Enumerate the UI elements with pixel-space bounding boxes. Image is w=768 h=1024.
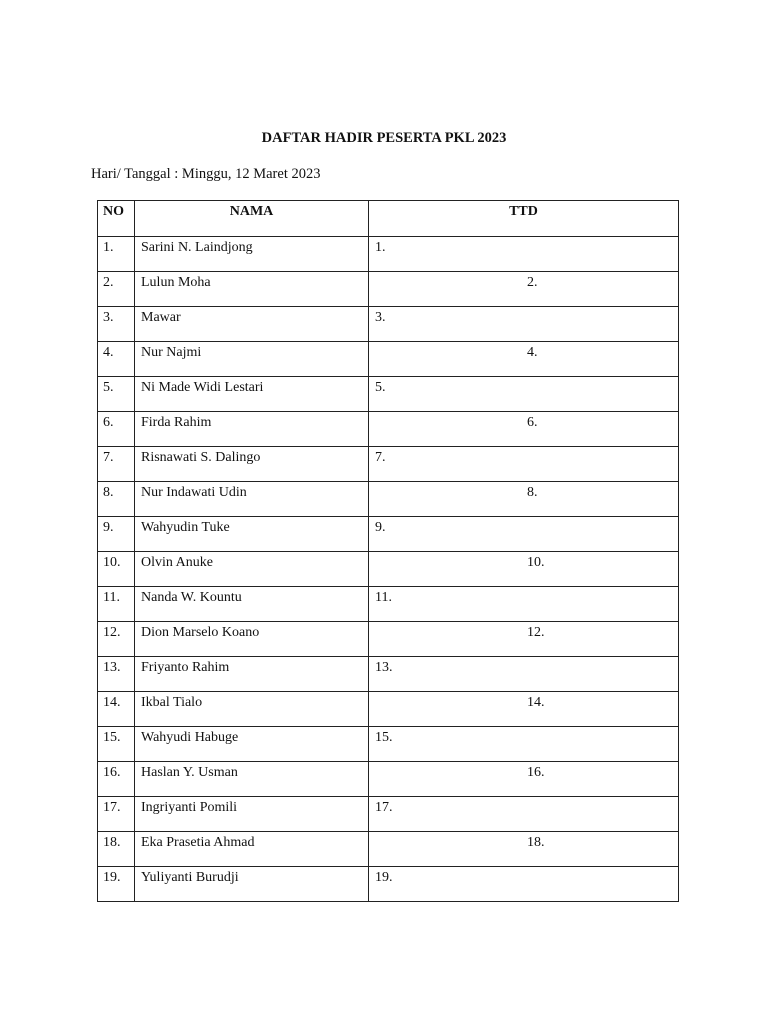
participant-name: Ingriyanti Pomili: [135, 797, 369, 832]
participant-name: Yuliyanti Burudji: [135, 867, 369, 902]
row-number: 17.: [98, 797, 135, 832]
table-row: [98, 657, 679, 692]
signature-cell: 12.: [369, 622, 679, 657]
participant-name: Nanda W. Kountu: [135, 587, 369, 622]
table-header-row: [98, 201, 679, 237]
signature-cell: 1.: [369, 237, 679, 272]
participant-name: Firda Rahim: [135, 412, 369, 447]
participant-name: Dion Marselo Koano: [135, 622, 369, 657]
row-number: 13.: [98, 657, 135, 692]
row-number: 3.: [98, 307, 135, 342]
header-nama: NAMA: [135, 201, 369, 237]
signature-cell: 3.: [369, 307, 679, 342]
participant-name: Sarini N. Laindjong: [135, 237, 369, 272]
table-row: [98, 727, 679, 762]
signature-cell: 9.: [369, 517, 679, 552]
signature-cell: 8.: [369, 482, 679, 517]
participant-name: Nur Indawati Udin: [135, 482, 369, 517]
row-number: 8.: [98, 482, 135, 517]
signature-cell: 2.: [369, 272, 679, 307]
row-number: 7.: [98, 447, 135, 482]
table-row: [98, 692, 679, 727]
row-number: 2.: [98, 272, 135, 307]
participant-name: Risnawati S. Dalingo: [135, 447, 369, 482]
table-row: [98, 342, 679, 377]
table-row: [98, 622, 679, 657]
row-number: 5.: [98, 377, 135, 412]
signature-cell: 17.: [369, 797, 679, 832]
signature-cell: 15.: [369, 727, 679, 762]
participant-name: Friyanto Rahim: [135, 657, 369, 692]
header-no: NO: [98, 201, 135, 237]
row-number: 6.: [98, 412, 135, 447]
signature-cell: 14.: [369, 692, 679, 727]
table-row: [98, 447, 679, 482]
attendance-table: [97, 200, 679, 902]
table-row: [98, 517, 679, 552]
row-number: 16.: [98, 762, 135, 797]
row-number: 12.: [98, 622, 135, 657]
row-number: 18.: [98, 832, 135, 867]
participant-name: Haslan Y. Usman: [135, 762, 369, 797]
signature-cell: 10.: [369, 552, 679, 587]
row-number: 11.: [98, 587, 135, 622]
table-row: [98, 762, 679, 797]
signature-cell: 5.: [369, 377, 679, 412]
table-row: [98, 377, 679, 412]
signature-cell: 7.: [369, 447, 679, 482]
signature-cell: 19.: [369, 867, 679, 902]
participant-name: Wahyudin Tuke: [135, 517, 369, 552]
signature-cell: 18.: [369, 832, 679, 867]
table-row: [98, 272, 679, 307]
row-number: 15.: [98, 727, 135, 762]
row-number: 19.: [98, 867, 135, 902]
signature-cell: 11.: [369, 587, 679, 622]
signature-cell: 4.: [369, 342, 679, 377]
participant-name: Nur Najmi: [135, 342, 369, 377]
participant-name: Ni Made Widi Lestari: [135, 377, 369, 412]
participant-name: Mawar: [135, 307, 369, 342]
table-row: [98, 797, 679, 832]
table-row: [98, 412, 679, 447]
date-line: Hari/ Tanggal : Minggu, 12 Maret 2023: [91, 166, 321, 182]
table-row: [98, 867, 679, 902]
document-title: DAFTAR HADIR PESERTA PKL 2023: [261, 130, 507, 146]
row-number: 1.: [98, 237, 135, 272]
signature-cell: 6.: [369, 412, 679, 447]
row-number: 14.: [98, 692, 135, 727]
participant-name: Wahyudi Habuge: [135, 727, 369, 762]
header-ttd: TTD: [369, 201, 679, 237]
row-number: 9.: [98, 517, 135, 552]
table-row: [98, 307, 679, 342]
table-row: [98, 587, 679, 622]
table-row: [98, 237, 679, 272]
row-number: 10.: [98, 552, 135, 587]
signature-cell: 13.: [369, 657, 679, 692]
participant-name: Lulun Moha: [135, 272, 369, 307]
table-row: [98, 482, 679, 517]
row-number: 4.: [98, 342, 135, 377]
participant-name: Eka Prasetia Ahmad: [135, 832, 369, 867]
participant-name: Ikbal Tialo: [135, 692, 369, 727]
signature-cell: 16.: [369, 762, 679, 797]
table-row: [98, 832, 679, 867]
table-body: [98, 237, 679, 902]
participant-name: Olvin Anuke: [135, 552, 369, 587]
table-row: [98, 552, 679, 587]
